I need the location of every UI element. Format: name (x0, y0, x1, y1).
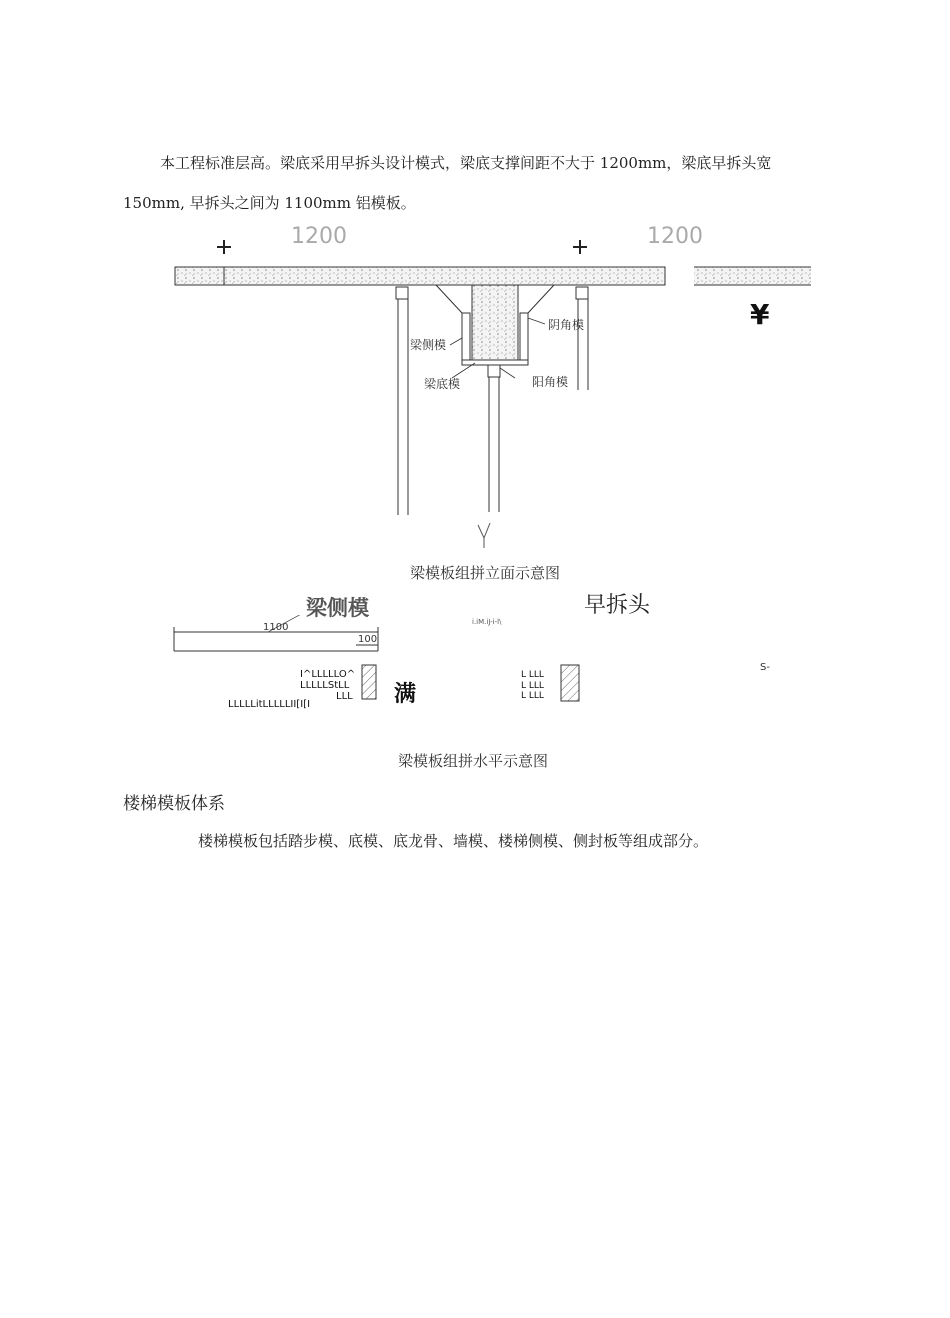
figure1-caption: 梁模板组拼立面示意图 (410, 564, 561, 582)
label-liangdimo: 梁底模 (424, 377, 461, 391)
concrete-slab (175, 267, 811, 285)
garbled-text-mid: 满 (394, 682, 417, 707)
garbled-text-1: I^LLLLLO^ (300, 669, 356, 680)
marker-left (217, 240, 231, 254)
garbled-text-top: i.iM.iJ-i-l\ (472, 618, 502, 626)
garbled-text-c2: L LLL (521, 681, 544, 691)
label-zaochaitou-large: 早拆头 (584, 593, 651, 618)
garbled-text-4: LLLLLitLLLLLII[I[I (228, 699, 311, 710)
section-heading: 楼梯模板体系 (123, 794, 225, 814)
dim-1100: 1100 (263, 622, 289, 633)
marker-right (573, 240, 587, 254)
dim-label-left: 1200 (291, 224, 347, 249)
support-prop-left (396, 287, 408, 515)
section-body: 楼梯模板包括踏步模、底模、底龙骨、墙模、楼梯侧模、侧封板等组成部分。 (198, 832, 709, 850)
support-prop-center (478, 365, 500, 548)
glyph-right: ¥ (750, 298, 770, 331)
label-yinjiaomo-top: 阴角模 (548, 318, 585, 332)
label-yangjiaomo: 阳角模 (532, 375, 569, 389)
figure2-caption: 梁模板组拼水平示意图 (398, 752, 549, 770)
label-liangcemo: 梁侧模 (410, 338, 447, 352)
dim-100: 100 (358, 634, 378, 645)
beam-elevation-diagram (0, 220, 950, 550)
dim-label-right: 1200 (647, 224, 703, 249)
garbled-text-c1: L LLL (521, 670, 544, 680)
garbled-text-s: S- (760, 662, 770, 673)
intro-line-1: 本工程标准层高。梁底采用早拆头设计模式，梁底支撑间距不大于 1200mm，梁底早拆头宽 (160, 154, 772, 172)
garbled-text-2: LLLLLStLL (300, 680, 350, 691)
garbled-text-c3: L LLL (521, 691, 544, 701)
garbled-text-3: LLL (336, 691, 353, 702)
beam-horizontal-diagram (0, 615, 950, 715)
label-liangcemo-large: 梁侧模 (306, 596, 369, 620)
support-prop-right (576, 287, 588, 390)
intro-line-2: 150mm, 早拆头之间为 1100mm 铝模板。 (123, 194, 416, 212)
beam-section (436, 285, 554, 365)
